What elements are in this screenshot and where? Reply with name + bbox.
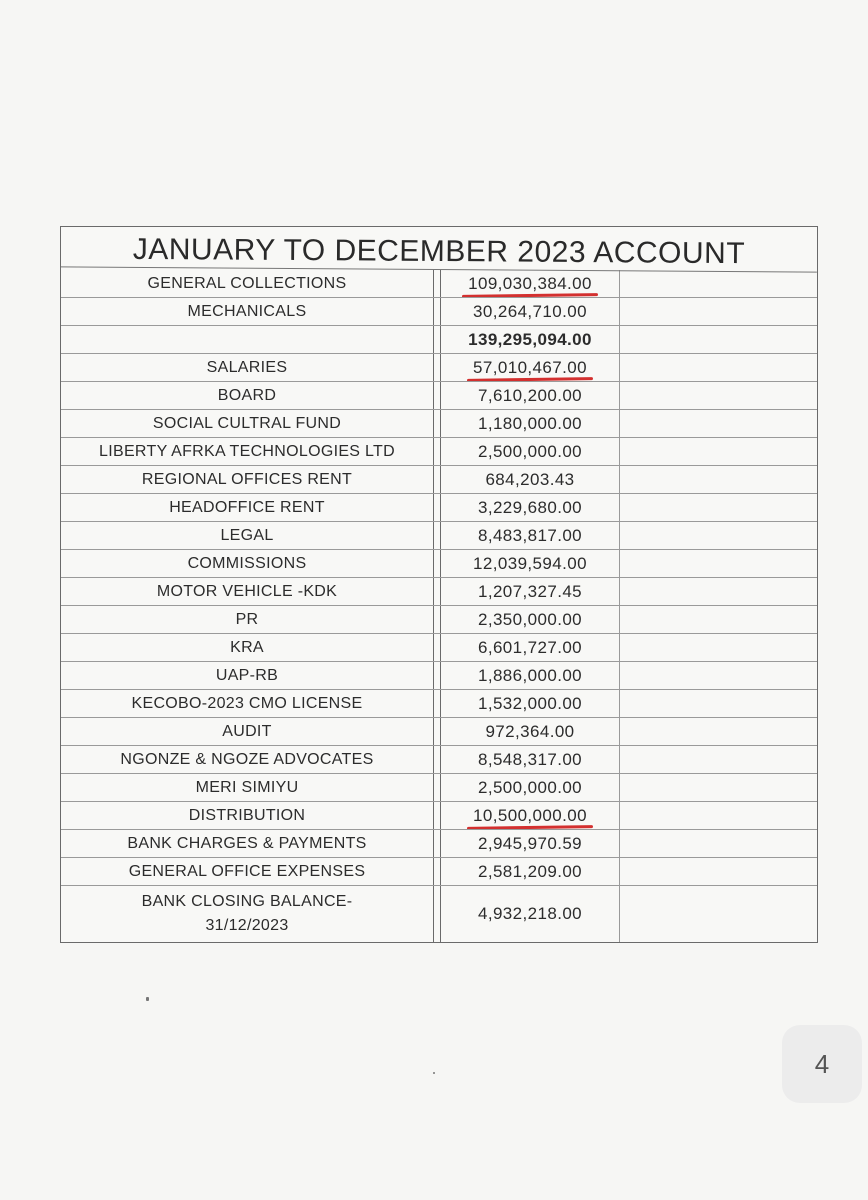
row-label: SALARIES: [61, 354, 434, 382]
row-label: LEGAL: [61, 522, 434, 550]
table-row: [61, 774, 817, 802]
row-label: HEADOFFICE RENT: [61, 494, 434, 522]
row-label: SOCIAL CULTRAL FUND: [61, 410, 434, 438]
table-row: [61, 690, 817, 718]
row-label: REGIONAL OFFICES RENT: [61, 466, 434, 494]
table-row: [61, 522, 817, 550]
table-row: [61, 606, 817, 634]
row-amount-underlined: 57,010,467.00: [473, 357, 587, 377]
row-amount-underlined: 109,030,384.00: [468, 273, 592, 293]
table-row: [61, 718, 817, 746]
row-amount: 8,483,817.00: [441, 522, 620, 550]
table-row: [61, 298, 817, 326]
row-label: BOARD: [61, 382, 434, 410]
row-amount: 2,581,209.00: [441, 858, 620, 886]
row-label: MERI SIMIYU: [61, 774, 434, 802]
table-row: [61, 354, 817, 382]
row-amount: 12,039,594.00: [441, 550, 620, 578]
row-amount: 1,886,000.00: [441, 662, 620, 690]
row-label: MECHANICALS: [61, 298, 434, 326]
table-row: [61, 578, 817, 606]
row-amount: 1,532,000.00: [441, 690, 620, 718]
table-row: [61, 550, 817, 578]
row-label: KECOBO-2023 CMO LICENSE: [61, 690, 434, 718]
table-row: [61, 802, 817, 830]
closing-balance-label: BANK CLOSING BALANCE- 31/12/2023: [141, 893, 353, 934]
row-amount: 30,264,710.00: [441, 298, 620, 326]
row-label: LIBERTY AFRKA TECHNOLOGIES LTD: [61, 438, 434, 466]
document-title: JANUARY TO DECEMBER 2023 ACCOUNT: [61, 224, 817, 272]
scan-speck: [433, 1072, 435, 1074]
row-label: COMMISSIONS: [61, 550, 434, 578]
row-amount: 7,610,200.00: [441, 382, 620, 410]
scan-speck: [146, 997, 149, 1001]
row-label: [61, 326, 434, 354]
row-amount: 1,207,327.45: [441, 578, 620, 606]
row-amount: 972,364.00: [441, 718, 620, 746]
row-label: UAP-RB: [61, 662, 434, 690]
table-row: [61, 466, 817, 494]
table-row: [61, 270, 817, 298]
row-label: MOTOR VEHICLE -KDK: [61, 578, 434, 606]
account-table: [61, 270, 817, 942]
row-amount-underlined: 10,500,000.00: [473, 805, 587, 825]
table-row: [61, 438, 817, 466]
closing-balance-amount: 4,932,218.00: [477, 904, 583, 923]
table-row: [61, 634, 817, 662]
row-label: NGONZE & NGOZE ADVOCATES: [61, 746, 434, 774]
row-amount: 2,350,000.00: [441, 606, 620, 634]
row-label: AUDIT: [61, 718, 434, 746]
subtotal-amount: 139,295,094.00: [441, 326, 620, 354]
table-row: [61, 746, 817, 774]
row-label: GENERAL OFFICE EXPENSES: [61, 858, 434, 886]
row-label: DISTRIBUTION: [61, 802, 434, 830]
row-amount: 6,601,727.00: [441, 634, 620, 662]
row-label: PR: [61, 606, 434, 634]
table-row-closing-balance: [61, 886, 817, 943]
row-amount: 2,945,970.59: [441, 830, 620, 858]
row-amount: 684,203.43: [441, 466, 620, 494]
row-amount: 3,229,680.00: [441, 494, 620, 522]
row-label: BANK CHARGES & PAYMENTS: [61, 830, 434, 858]
row-amount: 2,500,000.00: [441, 774, 620, 802]
page-number-indicator[interactable]: 4: [782, 1025, 862, 1103]
table-row: [61, 662, 817, 690]
table-row: [61, 410, 817, 438]
table-row: [61, 382, 817, 410]
table-row: [61, 830, 817, 858]
row-amount: 2,500,000.00: [441, 438, 620, 466]
table-row-subtotal: [61, 326, 817, 354]
table-row: [61, 494, 817, 522]
row-amount: 1,180,000.00: [441, 410, 620, 438]
table-row: [61, 858, 817, 886]
row-label: GENERAL COLLECTIONS: [61, 270, 434, 298]
row-label: KRA: [61, 634, 434, 662]
row-amount: 8,548,317.00: [441, 746, 620, 774]
account-document: [60, 226, 818, 943]
